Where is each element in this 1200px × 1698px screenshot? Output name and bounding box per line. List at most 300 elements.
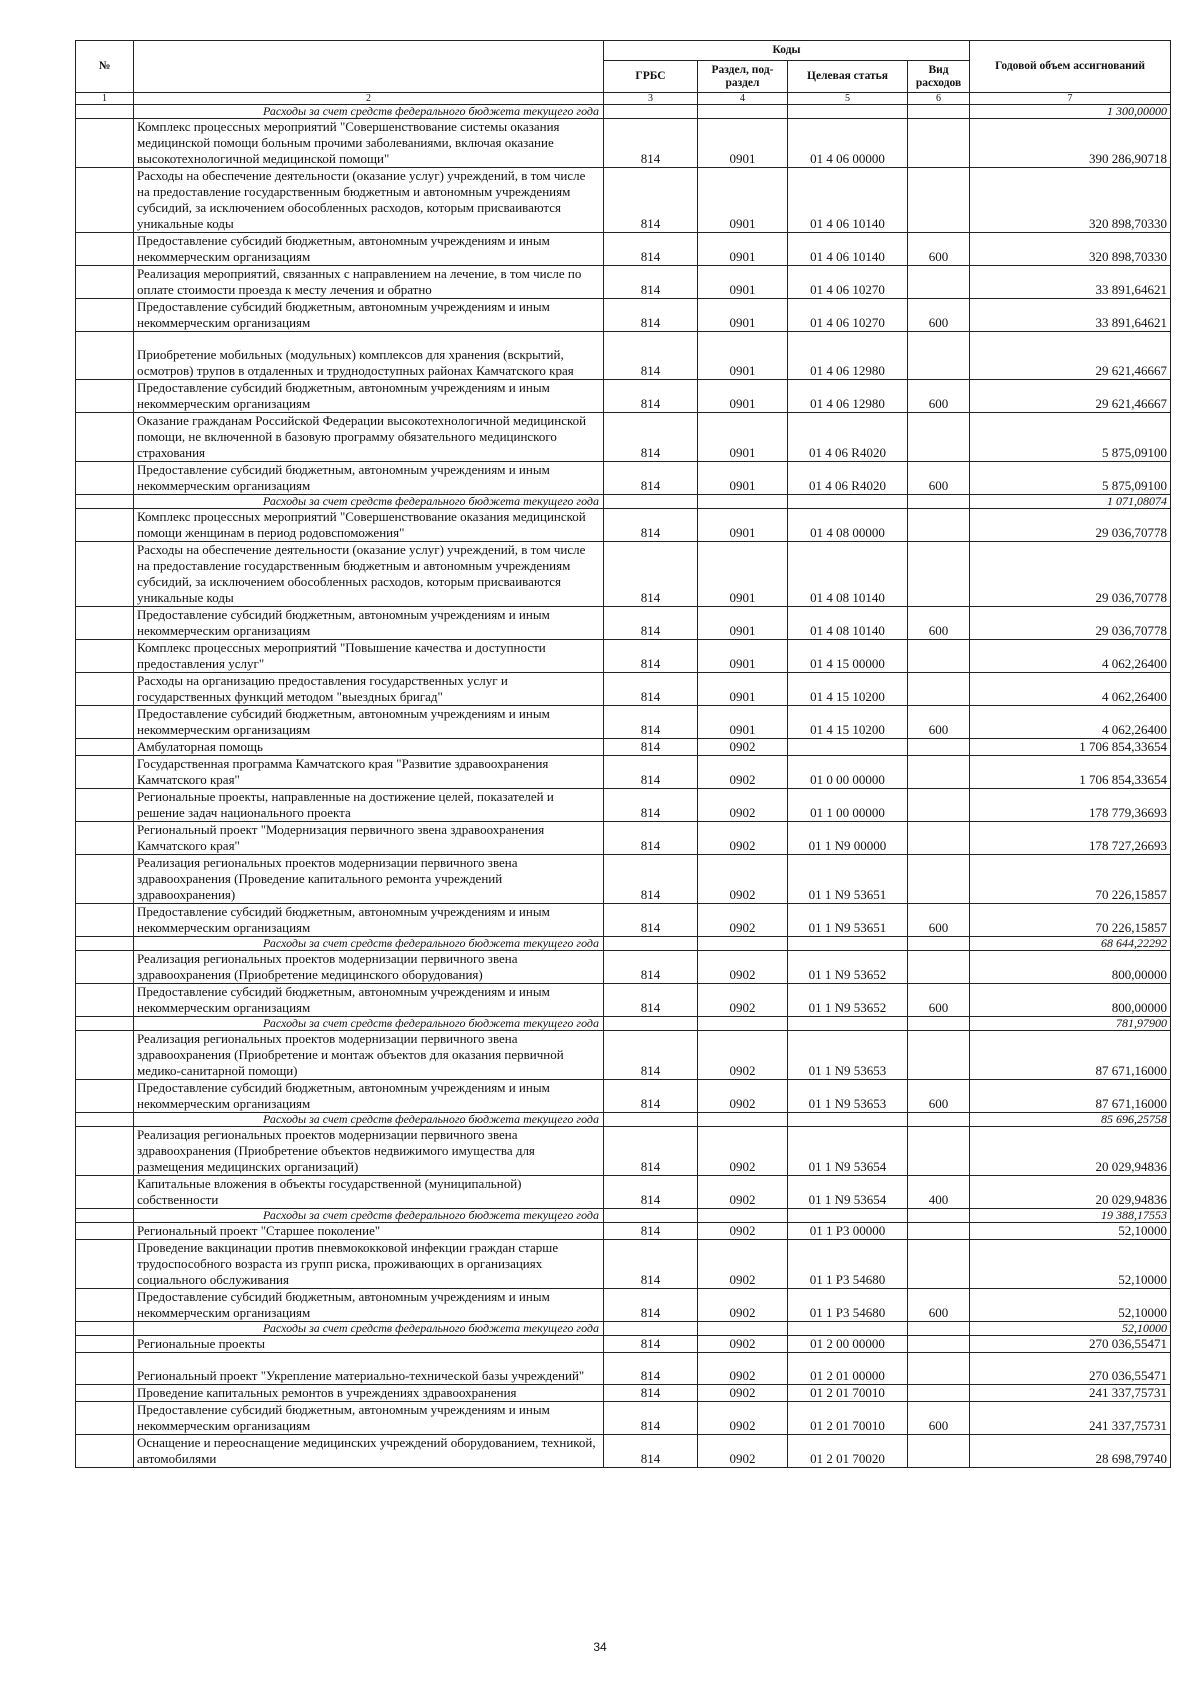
table-row — [76, 951, 1171, 984]
table-row — [76, 542, 1171, 607]
table-row — [76, 640, 1171, 673]
row-number — [76, 1127, 134, 1176]
table-row — [76, 1223, 1171, 1240]
row-kind — [908, 640, 970, 673]
row-grbs: 814 — [604, 1385, 698, 1402]
row-kind — [908, 1353, 970, 1385]
row-name: Расходы за счет средств федерального бюджета текущего года — [134, 495, 604, 509]
row-section: 0902 — [698, 1176, 788, 1209]
row-section — [698, 937, 788, 951]
table-row — [76, 1080, 1171, 1113]
row-kind: 600 — [908, 299, 970, 332]
row-kind — [908, 1385, 970, 1402]
row-number — [76, 413, 134, 462]
row-kind: 600 — [908, 706, 970, 739]
row-grbs: 814 — [604, 855, 698, 904]
row-section: 0901 — [698, 462, 788, 495]
table-row — [76, 266, 1171, 299]
table-row — [76, 1402, 1171, 1435]
row-number — [76, 1223, 134, 1240]
row-section: 0902 — [698, 822, 788, 855]
row-number — [76, 904, 134, 937]
row-kind — [908, 1322, 970, 1336]
header-kind: Вид расходов — [908, 61, 970, 93]
row-number — [76, 1435, 134, 1468]
row-target: 01 2 01 70020 — [788, 1435, 908, 1468]
row-number — [76, 1080, 134, 1113]
header-name — [134, 41, 604, 93]
row-grbs — [604, 105, 698, 119]
table-row — [76, 706, 1171, 739]
header-index: 5 — [788, 93, 908, 105]
row-grbs: 814 — [604, 168, 698, 233]
row-name: Реализация региональных проектов модернизации первичного звена здравоохранения (Приобретение объектов недвижимого имущества для размещения медицинских организаций) — [134, 1127, 604, 1176]
header-index: 2 — [134, 93, 604, 105]
row-target: 01 1 P3 54680 — [788, 1289, 908, 1322]
row-kind — [908, 105, 970, 119]
row-target: 01 4 06 00000 — [788, 119, 908, 168]
row-section: 0901 — [698, 332, 788, 380]
row-name: Расходы за счет средств федерального бюджета текущего года — [134, 937, 604, 951]
table-row — [76, 119, 1171, 168]
row-number — [76, 266, 134, 299]
row-section: 0902 — [698, 739, 788, 756]
row-name: Реализация региональных проектов модернизации первичного звена здравоохранения (Приобретение медицинского оборудования) — [134, 951, 604, 984]
row-target — [788, 1017, 908, 1031]
row-name: Предоставление субсидий бюджетным, автономным учреждениям и иным некоммерческим организациям — [134, 1289, 604, 1322]
row-value: 87 671,16000 — [970, 1031, 1171, 1080]
row-kind — [908, 413, 970, 462]
row-number — [76, 1322, 134, 1336]
federal-budget-row — [76, 1113, 1171, 1127]
federal-budget-row — [76, 495, 1171, 509]
row-section: 0902 — [698, 1336, 788, 1353]
row-target: 01 4 06 R4020 — [788, 462, 908, 495]
row-target: 01 4 08 10140 — [788, 607, 908, 640]
row-number — [76, 462, 134, 495]
row-name: Расходы за счет средств федерального бюджета текущего года — [134, 1017, 604, 1031]
table-row — [76, 1240, 1171, 1289]
row-grbs: 814 — [604, 756, 698, 789]
row-name: Предоставление субсидий бюджетным, автономным учреждениям и иным некоммерческим организациям — [134, 1402, 604, 1435]
row-section: 0901 — [698, 119, 788, 168]
table-row — [76, 299, 1171, 332]
row-number — [76, 706, 134, 739]
row-kind: 600 — [908, 380, 970, 413]
row-kind — [908, 673, 970, 706]
header-index: 6 — [908, 93, 970, 105]
row-value: 320 898,70330 — [970, 233, 1171, 266]
row-value: 19 388,17553 — [970, 1209, 1171, 1223]
row-name: Предоставление субсидий бюджетным, автономным учреждениям и иным некоммерческим организациям — [134, 380, 604, 413]
row-name: Комплекс процессных мероприятий "Совершенствование системы оказания медицинской помощи больным прочими заболеваниями, включая оказание высокотехнологичной медицинской помощи" — [134, 119, 604, 168]
row-value: 29 621,46667 — [970, 332, 1171, 380]
row-value: 320 898,70330 — [970, 168, 1171, 233]
row-number — [76, 937, 134, 951]
row-kind: 600 — [908, 607, 970, 640]
row-number — [76, 1336, 134, 1353]
row-number — [76, 380, 134, 413]
row-grbs — [604, 495, 698, 509]
row-number — [76, 1176, 134, 1209]
row-grbs: 814 — [604, 789, 698, 822]
row-grbs: 814 — [604, 1176, 698, 1209]
header-grbs: ГРБС — [604, 61, 698, 93]
row-number — [76, 756, 134, 789]
row-number — [76, 105, 134, 119]
row-value: 1 706 854,33654 — [970, 756, 1171, 789]
row-value: 68 644,22292 — [970, 937, 1171, 951]
table-row — [76, 1353, 1171, 1385]
row-name: Оказание гражданам Российской Федерации высокотехнологичной медицинской помощи, не включенной в базовую программу обязательного медицинского страхования — [134, 413, 604, 462]
row-value: 5 875,09100 — [970, 462, 1171, 495]
row-section: 0901 — [698, 673, 788, 706]
row-name: Реализация региональных проектов модернизации первичного звена здравоохранения (Проведение капитального ремонта учреждений здравоохранения) — [134, 855, 604, 904]
header-volume: Годовой объем ассигнований — [970, 41, 1171, 93]
table-row — [76, 1127, 1171, 1176]
budget-table-page — [75, 40, 1170, 1468]
table-body — [76, 105, 1171, 1468]
row-number — [76, 1353, 134, 1385]
row-name: Предоставление субсидий бюджетным, автономным учреждениям и иным некоммерческим организациям — [134, 233, 604, 266]
row-number — [76, 951, 134, 984]
row-number — [76, 1031, 134, 1080]
header-index: 1 — [76, 93, 134, 105]
row-section: 0902 — [698, 1031, 788, 1080]
row-section: 0901 — [698, 607, 788, 640]
row-kind — [908, 855, 970, 904]
row-section: 0901 — [698, 413, 788, 462]
row-number — [76, 673, 134, 706]
row-value: 1 071,08074 — [970, 495, 1171, 509]
row-target: 01 1 N9 53653 — [788, 1031, 908, 1080]
row-name: Капитальные вложения в объекты государственной (муниципальной) собственности — [134, 1176, 604, 1209]
row-value: 4 062,26400 — [970, 640, 1171, 673]
row-number — [76, 332, 134, 380]
row-value: 390 286,90718 — [970, 119, 1171, 168]
row-target: 01 1 N9 53652 — [788, 984, 908, 1017]
row-kind — [908, 1223, 970, 1240]
row-value: 87 671,16000 — [970, 1080, 1171, 1113]
row-grbs — [604, 937, 698, 951]
row-grbs: 814 — [604, 1336, 698, 1353]
row-value: 270 036,55471 — [970, 1336, 1171, 1353]
row-value: 52,10000 — [970, 1240, 1171, 1289]
row-section: 0902 — [698, 951, 788, 984]
table-row — [76, 1336, 1171, 1353]
row-value: 20 029,94836 — [970, 1127, 1171, 1176]
row-number — [76, 1113, 134, 1127]
row-value: 70 226,15857 — [970, 904, 1171, 937]
row-number — [76, 1209, 134, 1223]
row-name: Предоставление субсидий бюджетным, автономным учреждениям и иным некоммерческим организациям — [134, 984, 604, 1017]
row-kind — [908, 266, 970, 299]
row-section: 0901 — [698, 542, 788, 607]
row-name: Оснащение и переоснащение медицинских учреждений оборудованием, техникой, автомобилями — [134, 1435, 604, 1468]
row-kind: 600 — [908, 984, 970, 1017]
header-codes: Коды — [604, 41, 970, 61]
row-section: 0902 — [698, 789, 788, 822]
row-section: 0901 — [698, 706, 788, 739]
row-grbs: 814 — [604, 822, 698, 855]
row-grbs: 814 — [604, 413, 698, 462]
row-name: Государственная программа Камчатского края "Развитие здравоохранения Камчатского края" — [134, 756, 604, 789]
row-section: 0901 — [698, 509, 788, 542]
row-kind: 600 — [908, 904, 970, 937]
budget-table — [75, 40, 1171, 1468]
row-grbs: 814 — [604, 332, 698, 380]
table-row — [76, 789, 1171, 822]
row-number — [76, 299, 134, 332]
row-kind — [908, 1017, 970, 1031]
row-section: 0902 — [698, 1223, 788, 1240]
row-section — [698, 1113, 788, 1127]
row-target: 01 1 N9 53654 — [788, 1127, 908, 1176]
row-grbs — [604, 1209, 698, 1223]
row-target: 01 4 08 10140 — [788, 542, 908, 607]
row-name: Расходы на обеспечение деятельности (оказание услуг) учреждений, в том числе на предоставление государственным бюджетным и автономным учреждениям субсидий, за исключением обособленных расходов, которым присваиваются уникальные коды — [134, 168, 604, 233]
table-row — [76, 673, 1171, 706]
row-section: 0901 — [698, 266, 788, 299]
row-target: 01 1 00 00000 — [788, 789, 908, 822]
table-header — [76, 41, 1171, 105]
row-section: 0902 — [698, 855, 788, 904]
row-grbs: 814 — [604, 951, 698, 984]
row-name: Региональный проект "Модернизация первичного звена здравоохранения Камчатского края" — [134, 822, 604, 855]
row-name: Расходы на обеспечение деятельности (оказание услуг) учреждений, в том числе на предоставление государственным бюджетным и автономным учреждениям субсидий, за исключением обособленных расходов, которым присваиваются уникальные коды — [134, 542, 604, 607]
table-row — [76, 904, 1171, 937]
row-value: 33 891,64621 — [970, 266, 1171, 299]
row-value: 29 036,70778 — [970, 509, 1171, 542]
row-target — [788, 105, 908, 119]
row-value: 29 621,46667 — [970, 380, 1171, 413]
row-name: Расходы за счет средств федерального бюджета текущего года — [134, 105, 604, 119]
row-kind: 600 — [908, 462, 970, 495]
row-grbs: 814 — [604, 739, 698, 756]
row-value: 800,00000 — [970, 984, 1171, 1017]
row-name: Региональный проект "Старшее поколение" — [134, 1223, 604, 1240]
row-value: 241 337,75731 — [970, 1385, 1171, 1402]
row-target — [788, 937, 908, 951]
table-row — [76, 1385, 1171, 1402]
row-grbs: 814 — [604, 1240, 698, 1289]
header-num: № — [76, 41, 134, 93]
row-target — [788, 1113, 908, 1127]
table-row — [76, 462, 1171, 495]
row-section: 0901 — [698, 380, 788, 413]
row-name: Расходы за счет средств федерального бюджета текущего года — [134, 1113, 604, 1127]
row-grbs: 814 — [604, 1353, 698, 1385]
header-index: 4 — [698, 93, 788, 105]
row-kind — [908, 937, 970, 951]
row-number — [76, 855, 134, 904]
row-target — [788, 495, 908, 509]
row-number — [76, 233, 134, 266]
row-section: 0901 — [698, 640, 788, 673]
row-section: 0901 — [698, 168, 788, 233]
row-section: 0902 — [698, 1435, 788, 1468]
row-target — [788, 1209, 908, 1223]
row-target: 01 1 N9 00000 — [788, 822, 908, 855]
row-value: 70 226,15857 — [970, 855, 1171, 904]
row-section: 0902 — [698, 904, 788, 937]
row-value: 52,10000 — [970, 1223, 1171, 1240]
row-value: 800,00000 — [970, 951, 1171, 984]
row-grbs: 814 — [604, 1031, 698, 1080]
row-grbs: 814 — [604, 1402, 698, 1435]
row-number — [76, 607, 134, 640]
row-target: 01 4 06 10140 — [788, 233, 908, 266]
row-grbs — [604, 1113, 698, 1127]
row-kind — [908, 1240, 970, 1289]
header-target: Целевая статья — [788, 61, 908, 93]
row-number — [76, 822, 134, 855]
row-name: Расходы на организацию предоставления государственных услуг и государственных функций методом "выездных бригад" — [134, 673, 604, 706]
table-row — [76, 233, 1171, 266]
row-kind — [908, 739, 970, 756]
row-target: 01 4 15 10200 — [788, 706, 908, 739]
row-name: Расходы за счет средств федерального бюджета текущего года — [134, 1209, 604, 1223]
row-grbs: 814 — [604, 119, 698, 168]
row-number — [76, 509, 134, 542]
row-section — [698, 1017, 788, 1031]
row-target: 01 4 06 10140 — [788, 168, 908, 233]
row-grbs: 814 — [604, 299, 698, 332]
row-value: 4 062,26400 — [970, 706, 1171, 739]
row-target: 01 0 00 00000 — [788, 756, 908, 789]
row-number — [76, 1017, 134, 1031]
federal-budget-row — [76, 1322, 1171, 1336]
row-name: Региональный проект "Укрепление материально-технической базы учреждений" — [134, 1353, 604, 1385]
row-value: 1 300,00000 — [970, 105, 1171, 119]
header-index: 7 — [970, 93, 1171, 105]
row-value: 241 337,75731 — [970, 1402, 1171, 1435]
row-value: 33 891,64621 — [970, 299, 1171, 332]
table-row — [76, 984, 1171, 1017]
row-name: Амбулаторная помощь — [134, 739, 604, 756]
row-name: Проведение вакцинации против пневмококковой инфекции граждан старше трудоспособного возраста из групп риска, проживающих в организациях социального обслуживания — [134, 1240, 604, 1289]
row-target: 01 4 15 10200 — [788, 673, 908, 706]
table-row — [76, 332, 1171, 380]
row-grbs: 814 — [604, 266, 698, 299]
row-name: Комплекс процессных мероприятий "Повышение качества и доступности предоставления услуг" — [134, 640, 604, 673]
row-kind — [908, 168, 970, 233]
row-kind: 600 — [908, 233, 970, 266]
row-section: 0902 — [698, 1240, 788, 1289]
row-value: 178 779,36693 — [970, 789, 1171, 822]
row-kind — [908, 756, 970, 789]
row-kind: 600 — [908, 1080, 970, 1113]
row-value: 781,97900 — [970, 1017, 1171, 1031]
row-grbs: 814 — [604, 542, 698, 607]
table-row — [76, 1289, 1171, 1322]
row-grbs: 814 — [604, 904, 698, 937]
table-row — [76, 756, 1171, 789]
row-number — [76, 984, 134, 1017]
row-section: 0902 — [698, 1385, 788, 1402]
row-kind — [908, 951, 970, 984]
row-target: 01 4 06 12980 — [788, 332, 908, 380]
row-grbs: 814 — [604, 233, 698, 266]
header-section: Раздел, под-раздел — [698, 61, 788, 93]
row-number — [76, 789, 134, 822]
row-name: Предоставление субсидий бюджетным, автономным учреждениям и иным некоммерческим организациям — [134, 706, 604, 739]
row-grbs: 814 — [604, 462, 698, 495]
row-name: Предоставление субсидий бюджетным, автономным учреждениям и иным некоммерческим организациям — [134, 462, 604, 495]
row-name: Региональные проекты, направленные на достижение целей, показателей и решение задач национального проекта — [134, 789, 604, 822]
row-grbs: 814 — [604, 509, 698, 542]
row-section: 0902 — [698, 984, 788, 1017]
row-value: 20 029,94836 — [970, 1176, 1171, 1209]
row-kind: 400 — [908, 1176, 970, 1209]
row-grbs: 814 — [604, 640, 698, 673]
row-section — [698, 105, 788, 119]
row-section: 0902 — [698, 756, 788, 789]
row-section: 0901 — [698, 299, 788, 332]
table-row — [76, 1031, 1171, 1080]
row-grbs: 814 — [604, 1223, 698, 1240]
row-grbs: 814 — [604, 706, 698, 739]
row-value: 28 698,79740 — [970, 1435, 1171, 1468]
row-kind — [908, 119, 970, 168]
row-section: 0902 — [698, 1080, 788, 1113]
row-grbs: 814 — [604, 380, 698, 413]
row-value: 5 875,09100 — [970, 413, 1171, 462]
row-grbs — [604, 1322, 698, 1336]
row-number — [76, 1402, 134, 1435]
row-number — [76, 1385, 134, 1402]
row-number — [76, 495, 134, 509]
row-target: 01 4 06 10270 — [788, 299, 908, 332]
row-number — [76, 168, 134, 233]
row-section: 0902 — [698, 1353, 788, 1385]
page-number: 34 — [593, 1640, 607, 1654]
row-name: Предоставление субсидий бюджетным, автономным учреждениям и иным некоммерческим организациям — [134, 299, 604, 332]
row-name: Региональные проекты — [134, 1336, 604, 1353]
row-kind — [908, 509, 970, 542]
row-grbs: 814 — [604, 1080, 698, 1113]
row-target: 01 4 08 00000 — [788, 509, 908, 542]
row-target: 01 4 06 10270 — [788, 266, 908, 299]
table-row — [76, 855, 1171, 904]
row-value: 29 036,70778 — [970, 607, 1171, 640]
row-name: Предоставление субсидий бюджетным, автономным учреждениям и иным некоммерческим организациям — [134, 607, 604, 640]
federal-budget-row — [76, 105, 1171, 119]
row-name: Проведение капитальных ремонтов в учреждениях здравоохранения — [134, 1385, 604, 1402]
row-grbs: 814 — [604, 984, 698, 1017]
row-kind: 600 — [908, 1402, 970, 1435]
row-number — [76, 1289, 134, 1322]
row-kind — [908, 495, 970, 509]
row-kind — [908, 789, 970, 822]
row-name: Комплекс процессных мероприятий "Совершенствование оказания медицинской помощи женщинам в период родовспоможения" — [134, 509, 604, 542]
row-name: Расходы за счет средств федерального бюджета текущего года — [134, 1322, 604, 1336]
row-kind: 600 — [908, 1289, 970, 1322]
row-number — [76, 542, 134, 607]
federal-budget-row — [76, 1017, 1171, 1031]
row-section: 0901 — [698, 233, 788, 266]
row-number — [76, 640, 134, 673]
row-grbs: 814 — [604, 1435, 698, 1468]
row-kind — [908, 1209, 970, 1223]
row-value: 29 036,70778 — [970, 542, 1171, 607]
row-target: 01 4 15 00000 — [788, 640, 908, 673]
row-kind — [908, 1127, 970, 1176]
row-kind — [908, 1031, 970, 1080]
row-grbs: 814 — [604, 607, 698, 640]
row-target: 01 2 01 00000 — [788, 1353, 908, 1385]
row-kind — [908, 542, 970, 607]
